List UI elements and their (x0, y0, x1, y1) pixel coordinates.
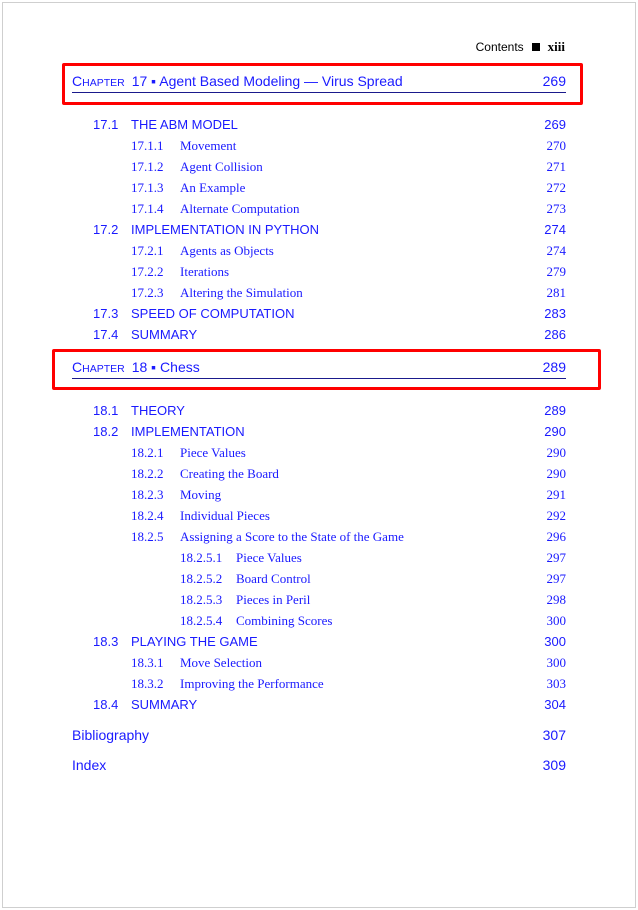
toc-entry-title: Altering the Simulation (180, 285, 303, 300)
toc-entry-number: 18.2.5.1 (180, 550, 223, 565)
chapter-heading-link[interactable] (72, 70, 566, 93)
toc-entry-title: IMPLEMENTATION (131, 424, 245, 439)
chapter-number: 17 (131, 73, 148, 89)
toc-entry-title: Pieces in Peril (236, 592, 311, 607)
chapter-title: Agent Based Modeling — Virus Spread (159, 73, 403, 89)
toc-entry-number: 17.2 (93, 222, 119, 237)
toc-entry-title: Agent Collision (180, 159, 263, 174)
toc-entry-title: SUMMARY (131, 697, 198, 712)
toc-entry-title: Assigning a Score to the State of the Game (180, 529, 404, 544)
backmatter-page: 309 (542, 757, 566, 773)
toc-entry-title: Piece Values (236, 550, 302, 565)
toc-entry-number: 18.3.1 (131, 655, 164, 670)
toc-entry-link[interactable] (180, 613, 566, 632)
toc-entry-page: 271 (546, 159, 566, 174)
toc-entry-title: Iterations (180, 264, 230, 279)
toc-entry-number: 18.2.5 (131, 529, 164, 544)
backmatter-link[interactable] (72, 727, 566, 747)
toc-entry-title: Improving the Performance (180, 676, 324, 691)
toc-entry-title: THEORY (131, 403, 185, 418)
backmatter-page: 307 (542, 727, 566, 743)
toc-entry-number: 18.2.5.4 (180, 613, 223, 628)
toc-entry-page: 272 (546, 180, 566, 195)
toc-entry-number: 17.1.3 (131, 180, 164, 195)
toc-entry-page: 303 (546, 676, 566, 691)
toc-entry-number: 17.1.1 (131, 138, 164, 153)
toc-entry-link[interactable] (131, 159, 566, 178)
toc-entry-number: 18.2 (93, 424, 119, 439)
toc-entry-number: 18.2.2 (131, 466, 164, 481)
toc-entry-title: An Example (180, 180, 246, 195)
chapter-word-rest: HAPTER (82, 77, 125, 89)
chapter-page-number: 289 (542, 359, 566, 375)
toc-entry-title: Movement (180, 138, 237, 153)
toc-entry-number: 18.3 (93, 634, 119, 649)
toc-entry-link[interactable] (180, 592, 566, 611)
toc-entry-page: 279 (546, 264, 566, 279)
toc-entry-page: 274 (546, 243, 566, 258)
toc-entry-number: 18.2.4 (131, 508, 164, 523)
toc-entry-number: 17.2.3 (131, 285, 164, 300)
running-header-page: xiii (547, 39, 565, 54)
toc-entry-number: 18.1 (93, 403, 119, 418)
toc-entry-title: Moving (180, 487, 222, 502)
toc-entry-link[interactable] (93, 403, 566, 422)
toc-entry-number: 17.2.1 (131, 243, 164, 258)
toc-entry-number: 17.2.2 (131, 264, 164, 279)
toc-entry-title: Agents as Objects (180, 243, 274, 258)
toc-entry-title: Board Control (236, 571, 311, 586)
toc-entry-link[interactable] (131, 508, 566, 527)
chapter-heading-link[interactable] (72, 356, 566, 379)
toc-entry-number: 17.1 (93, 117, 119, 132)
toc-entry-link[interactable] (93, 117, 566, 136)
toc-entry-number: 17.1.4 (131, 201, 164, 216)
toc-entry-page: 273 (546, 201, 566, 216)
toc-entry-title: IMPLEMENTATION IN PYTHON (131, 222, 320, 237)
toc-entry-number: 17.1.2 (131, 159, 164, 174)
toc-entry-page: 274 (544, 222, 566, 237)
toc-entry-page: 283 (544, 306, 566, 321)
toc-entry-page: 289 (544, 403, 566, 418)
toc-entry-number: 17.3 (93, 306, 119, 321)
toc-entry-title: SPEED OF COMPUTATION (131, 306, 295, 321)
toc-entry-link[interactable] (131, 529, 566, 548)
toc-entry-page: 270 (546, 138, 566, 153)
backmatter-title: Index (72, 757, 107, 773)
toc-entry-title: Creating the Board (180, 466, 279, 481)
toc-entry-link[interactable] (93, 424, 566, 443)
toc-entry-number: 18.4 (93, 697, 119, 712)
toc-entry-title: THE ABM MODEL (131, 117, 238, 132)
toc-entry-link[interactable] (93, 306, 566, 325)
toc-entry-link[interactable] (93, 222, 566, 241)
toc-entry-page: 304 (544, 697, 566, 712)
toc-entry-link[interactable] (131, 655, 566, 674)
toc-entry-page: 297 (546, 550, 566, 565)
toc-entry-link[interactable] (131, 487, 566, 506)
toc-entry-page: 291 (546, 487, 566, 502)
toc-entry-page: 297 (546, 571, 566, 586)
toc-entry-link[interactable] (131, 243, 566, 262)
toc-entry-link[interactable] (131, 676, 566, 695)
toc-entry-title: Individual Pieces (180, 508, 270, 523)
toc-entry-number: 18.2.5.3 (180, 592, 223, 607)
chapter-page-number: 269 (542, 73, 566, 89)
running-header (476, 39, 565, 55)
chapter-word-rest: HAPTER (82, 363, 125, 375)
toc-entry-page: 286 (544, 327, 566, 342)
toc-entry-number: 17.4 (93, 327, 119, 342)
toc-entry-title: Move Selection (180, 655, 262, 670)
toc-entry-link[interactable] (131, 285, 566, 304)
toc-entry-number: 18.2.1 (131, 445, 164, 460)
toc-entry-title: SUMMARY (131, 327, 198, 342)
toc-entry-page: 298 (546, 592, 566, 607)
toc-entry-link[interactable] (131, 138, 566, 157)
chapter-label: CHAPTER 17 ▪ Agent Based Modeling — Virus Spread (72, 73, 403, 89)
toc-entry-title: Combining Scores (236, 613, 333, 628)
chapter-word-initial: C (72, 359, 83, 375)
chapter-word-initial: C (72, 73, 83, 89)
square-bullet-icon (532, 43, 540, 51)
toc-entry-number: 18.2.3 (131, 487, 164, 502)
chapter-title: Chess (160, 359, 200, 375)
toc-entry-title: Alternate Computation (180, 201, 300, 216)
toc-entry-link[interactable] (131, 445, 566, 464)
toc-entry-page: 300 (544, 634, 566, 649)
toc-entry-number: 18.3.2 (131, 676, 164, 691)
toc-entry-page: 296 (546, 529, 566, 544)
toc-entry-page: 300 (546, 655, 566, 670)
toc-entry-page: 281 (546, 285, 566, 300)
toc-entry-link[interactable] (93, 327, 566, 346)
chapter-label: CHAPTER 18 ▪ Chess (72, 359, 200, 375)
toc-entry-link[interactable] (180, 571, 566, 590)
toc-entry-page: 290 (546, 466, 566, 481)
running-header-label: Contents (475, 40, 524, 54)
chapter-number: 18 (131, 359, 148, 375)
toc-entry-link[interactable] (93, 697, 566, 716)
toc-entry-link[interactable] (93, 634, 566, 653)
toc-entry-title: Piece Values (180, 445, 246, 460)
toc-entry-page: 292 (546, 508, 566, 523)
toc-entry-link[interactable] (180, 550, 566, 569)
toc-entry-number: 18.2.5.2 (180, 571, 223, 586)
toc-entry-page: 290 (546, 445, 566, 460)
toc-entry-title: PLAYING THE GAME (131, 634, 258, 649)
toc-entry-link[interactable] (131, 264, 566, 283)
toc-entry-page: 290 (544, 424, 566, 439)
toc-entry-page: 269 (544, 117, 566, 132)
toc-entry-page: 300 (546, 613, 566, 628)
backmatter-link[interactable] (72, 757, 566, 777)
toc-entry-link[interactable] (131, 466, 566, 485)
toc-entry-link[interactable] (131, 201, 566, 220)
toc-entry-link[interactable] (131, 180, 566, 199)
backmatter-title: Bibliography (72, 727, 150, 743)
